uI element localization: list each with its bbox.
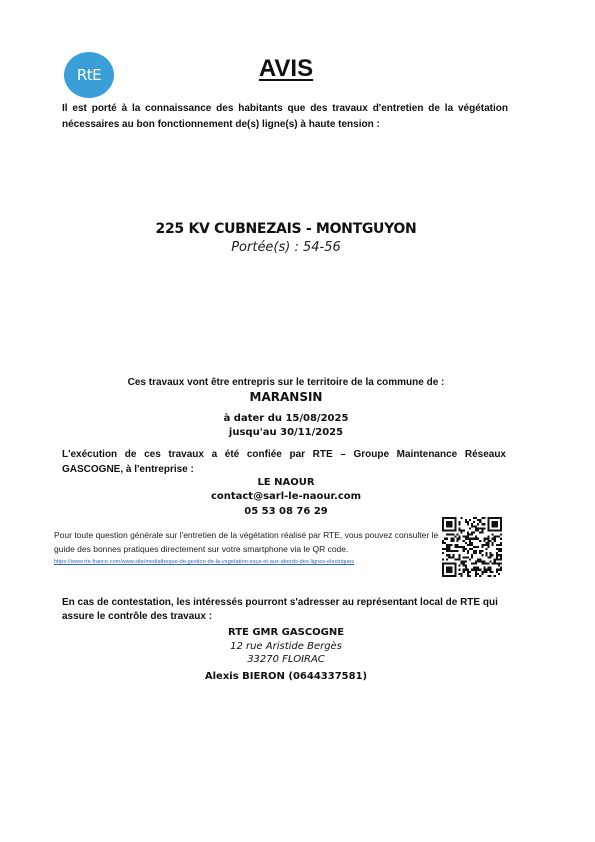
- contestation-paragraph: En cas de contestation, les intéressés pourront s'adresser au représentant local de RTE qui assure le contrôle des travaux :: [62, 597, 498, 622]
- execution-paragraph: L'exécution de ces travaux a été confiée par RTE – Groupe Maintenance Réseaux GASCOGNE, à l'entreprise :: [62, 449, 506, 475]
- representative-org: RTE GMR GASCOGNE: [227, 627, 345, 638]
- contractor-email[interactable]: contact@sarl-le-naour.com: [210, 491, 362, 502]
- guide-link[interactable]: https://www.rte-france.com/www.site/mediatheque-de-gestion-de-la-vegetation-sous-et-aux-abords-des-lignes-electriques: [54, 559, 355, 565]
- power-line-spans: Portée(s) : 54-56: [231, 240, 341, 255]
- representative-street: 12 rue Aristide Bergès: [230, 641, 342, 652]
- info-paragraph: Pour toute question générale sur l'entretien de la végétation réalisé par RTE, vous pouvez consulter le guide des bonnes pratiques directement sur votre smartphone via le QR code.: [54, 530, 439, 554]
- intro-paragraph: Il est porté à la connaissance des habitants que des travaux d'entretien de la végétation nécessaires au bon fonctionnement de(s) ligne(s) à haute tension :: [62, 103, 508, 130]
- commune-name: MARANSIN: [249, 390, 323, 404]
- power-line-name: 225 KV CUBNEZAIS - MONTGUYON: [155, 221, 417, 237]
- representative-city: 33270 FLOIRAC: [247, 654, 325, 665]
- works-intro: Ces travaux vont être entrepris sur le territoire de la commune de :: [127, 377, 445, 388]
- representative-contact: Alexis BIERON (0644337581): [204, 671, 368, 682]
- contractor-phone: 05 53 08 76 29: [244, 506, 328, 517]
- contractor-name: LE NAOUR: [257, 477, 315, 488]
- logo-text: RtE: [76, 66, 102, 84]
- start-date: à dater du 15/08/2025: [223, 413, 349, 424]
- end-date: jusqu'au 30/11/2025: [228, 427, 344, 438]
- qr-code[interactable]: [442, 517, 502, 577]
- page-title: AVIS: [258, 55, 314, 82]
